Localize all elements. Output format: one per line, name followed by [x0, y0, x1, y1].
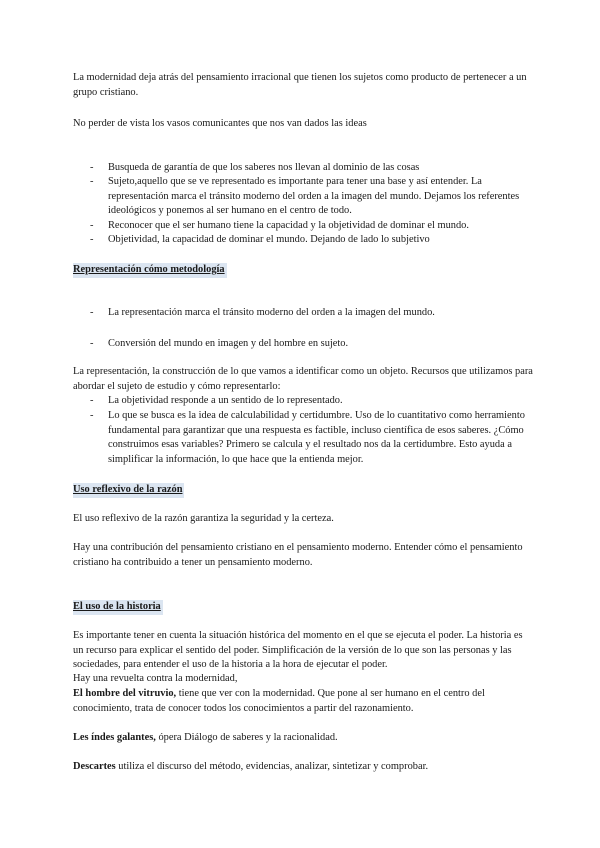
list-item: - La representación marca el tránsito moderno del orden a la imagen del mundo. [90, 307, 435, 318]
list-item: - Lo que se busca es la idea de calculabilidad y certidumbre. Uso de lo cuantitativo como herramiento fundamental para garantizar que una respuesta es factible, incluso científica de esos saberes. ¿Cómo construimos esas variables? Primero se calcula y el resultado nos da la certidumbre. Esto ayuda a simplificar la información, lo que hace que la entienda mejor. [90, 410, 525, 465]
revuelta-line: Hay una revuelta contra la modernidad, [73, 673, 238, 684]
intro-paragraph: La modernidad deja atrás del pensamiento irracional que tienen los sujetos como producto de pertenecer a un grupo cristiano. [73, 72, 527, 98]
contribucion-paragraph: Hay una contribución del pensamiento cristiano en el pensamiento moderno. Entender cómo el pensamiento cristiano ha contribuido a tener un pensamiento moderno. [73, 542, 523, 568]
list-item: - La objetividad responde a un sentido de lo representado. [90, 395, 343, 406]
vitruvio-paragraph: El hombre del vitruvio, tiene que ver con la modernidad. Que pone al ser humano en el centro del conocimiento, trata de conocer todos los conocimientos a partir del razonamiento. [73, 688, 485, 714]
representacion-paragraph: La representación, la construcción de lo que vamos a identificar como un objeto. Recursos que utilizamos para abordar el sujeto de estudio y cómo representarlo: [73, 366, 533, 392]
historia-paragraph: Es importante tener en cuenta la situación histórica del momento en el que se ejecuta el poder. La historia es un recurso para explicar el sentido del poder. Simplificación de la versión de lo que son las personas y las sociedades, para entender el uso de la historia a la hora de ejecutar el poder. [73, 630, 523, 671]
uso-reflexivo-paragraph: El uso reflexivo de la razón garantiza la seguridad y la certeza. [73, 513, 334, 524]
section-heading-uso-reflexivo: Uso reflexivo de la razón [73, 483, 184, 498]
section-heading-historia: El uso de la historia [73, 600, 163, 615]
list-item: - Sujeto,aquello que se ve representado es importante para tener una base y así entender. La representación marca el tránsito moderno del orden a la imagen del mundo. Dejamos los referentes ideológicos y ponemos al ser humano en el centro de todo. [90, 176, 520, 217]
list-item: - Busqueda de garantía de que los saberes nos llevan al dominio de las cosas [90, 162, 420, 173]
descartes-paragraph: Descartes utiliza el discurso del método, evidencias, analizar, sintetizar y comprobar. [73, 761, 429, 772]
list-item: - Conversión del mundo en imagen y del hombre en sujeto. [90, 338, 349, 349]
indes-galantes-paragraph: Les índes galantes, ópera Diálogo de saberes y la racionalidad. [73, 732, 338, 743]
list-item: - Objetividad, la capacidad de dominar el mundo. Dejando de lado lo subjetivo [90, 234, 430, 245]
intro-note: No perder de vista los vasos comunicantes que nos van dados las ideas [73, 118, 367, 129]
list-item: - Reconocer que el ser humano tiene la capacidad y la objetividad de dominar el mundo. [90, 220, 469, 231]
section-heading-representacion: Representación cómo metodología [73, 263, 227, 278]
